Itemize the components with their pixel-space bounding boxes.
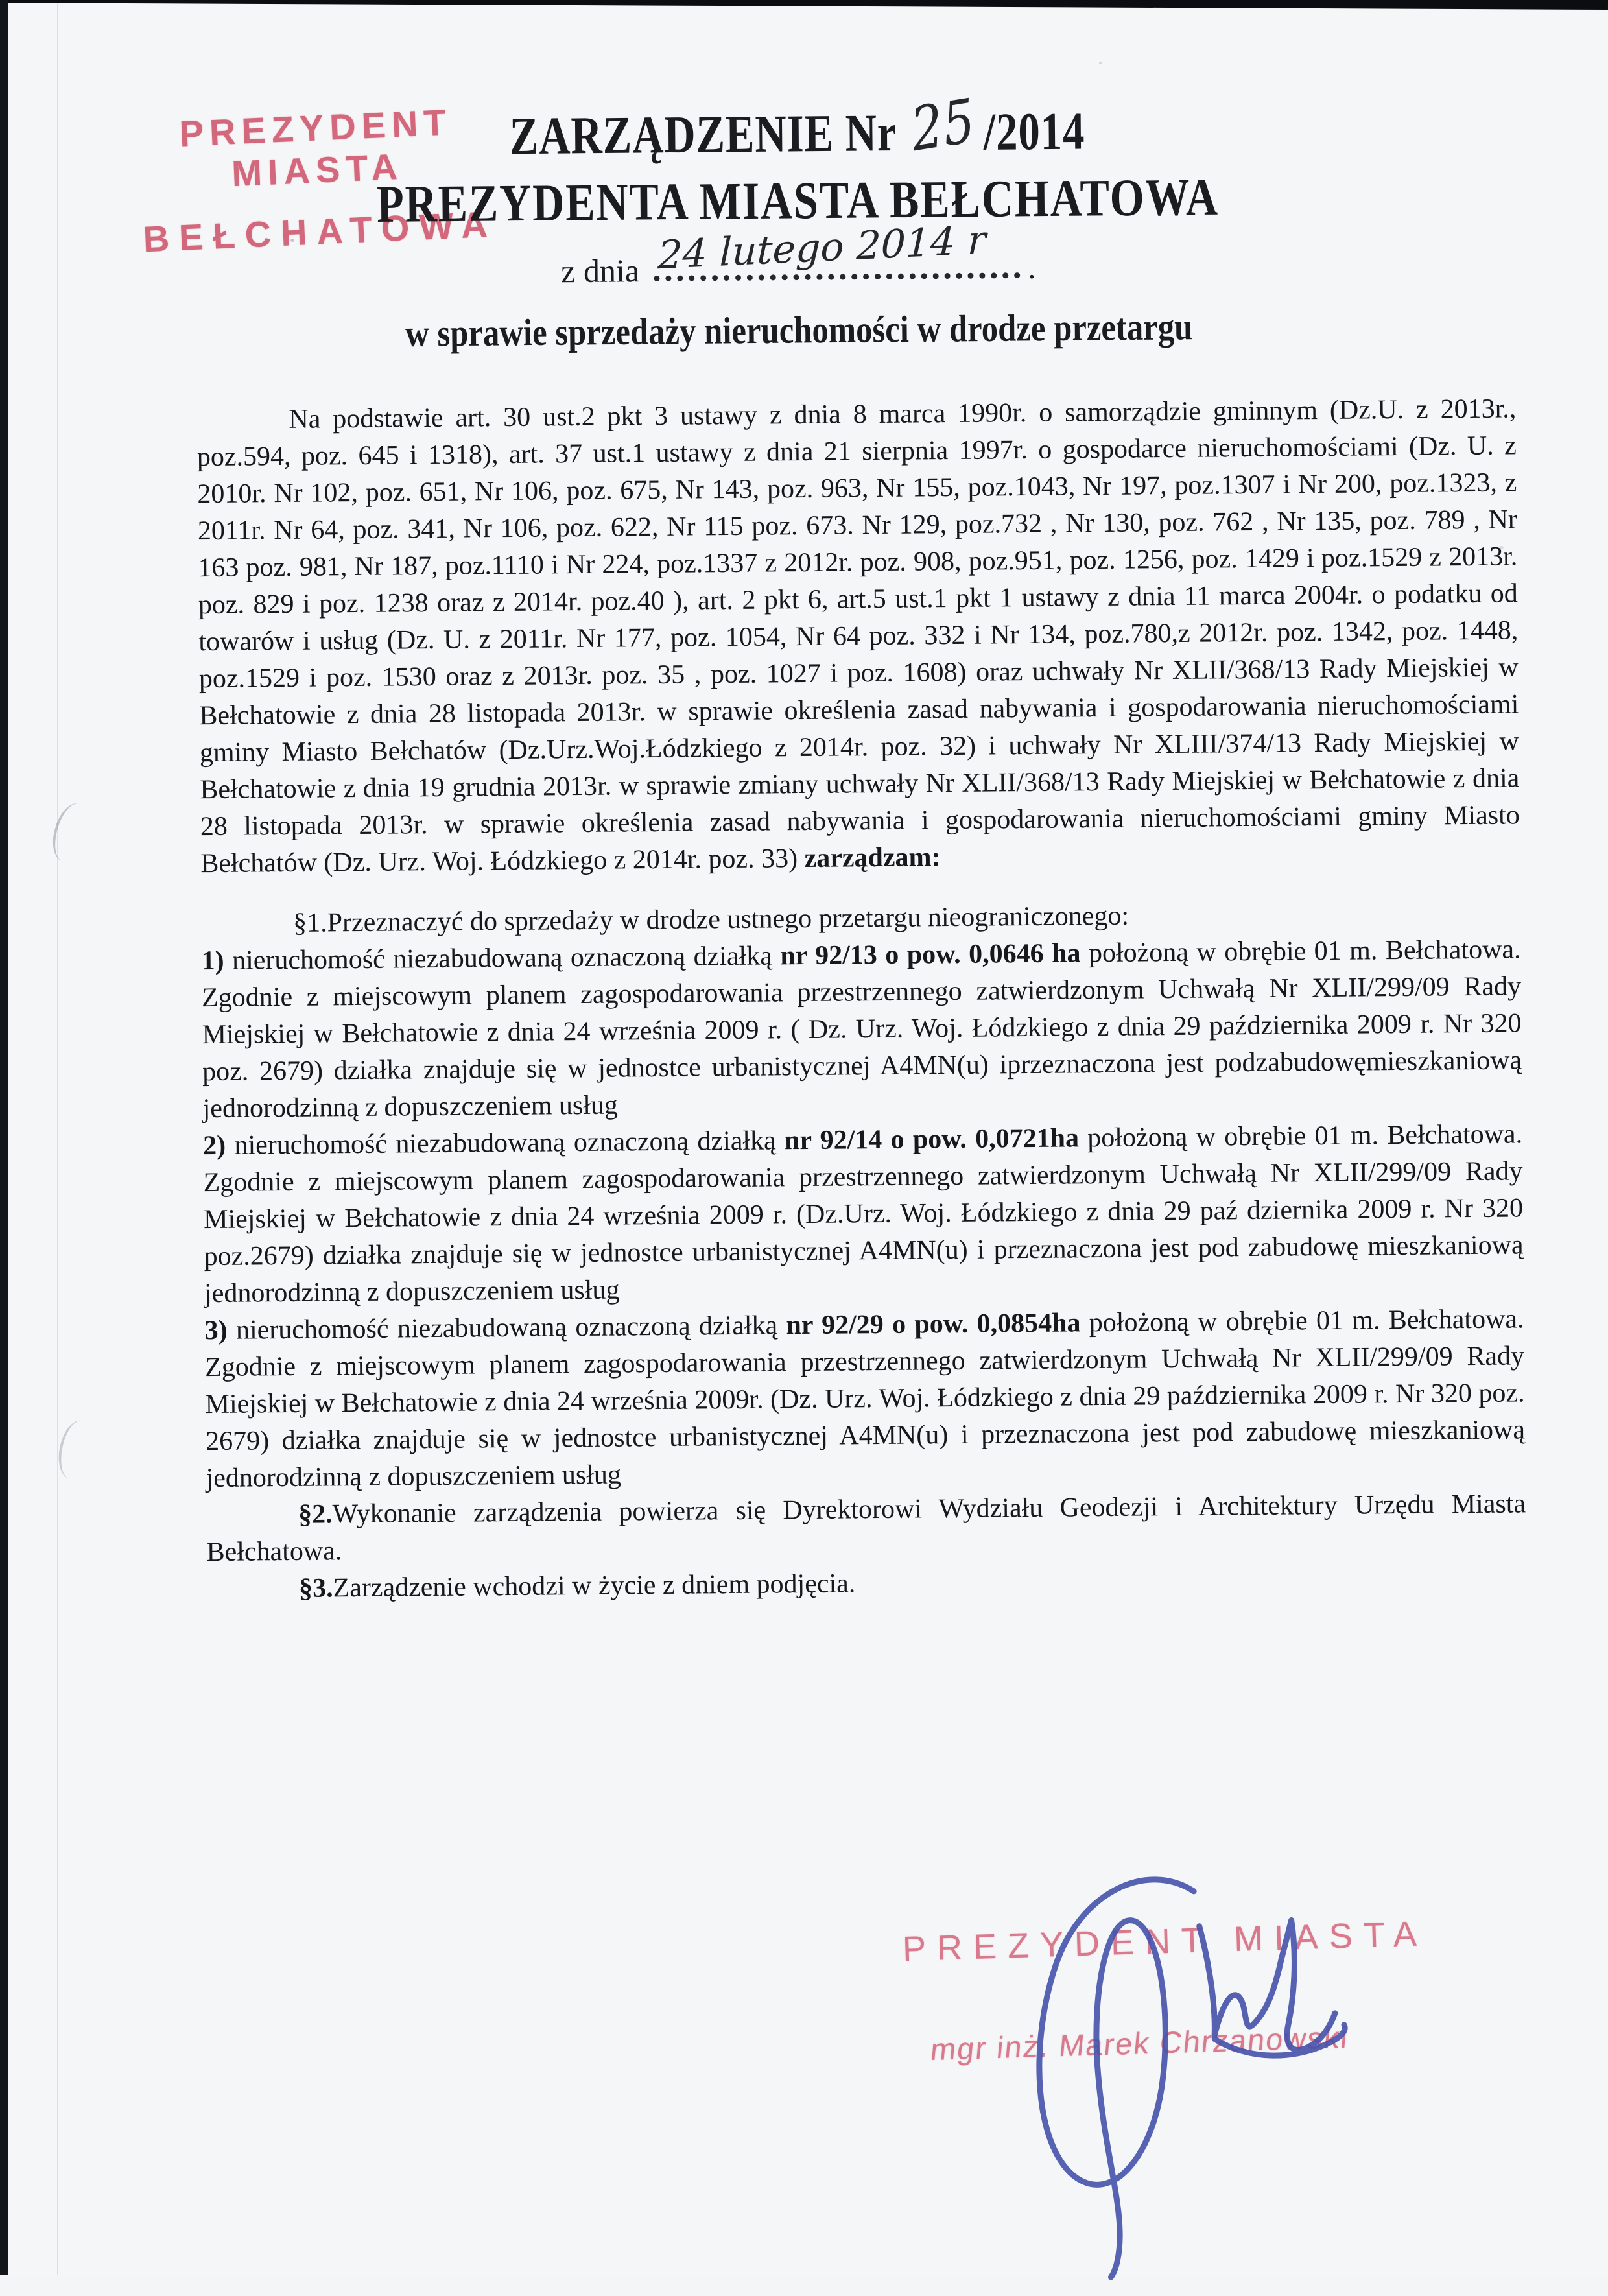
handwritten-ordinance-number: 25 [908, 86, 978, 165]
scanner-edge-left [0, 0, 8, 2275]
list-item-1: 1) nieruchomość niezabudowaną oznaczoną działką nr 92/13 o pow. 0,0646 ha położoną w obrębie 01 m. Bełchatowa. Zgodnie z miejscowym planem zagospodarowania przestrzennego zatwierdzonym Uchwałą Nr XLII/299/09 Rady Miejskiej w Bełchatowie z dnia 24 września 2009 r. ( Dz. Urz. Woj. Łódzkiego z dnia 29 października 2009 r. Nr 320 poz. 2679) działka znajduje się w jednostce urbanistycznej A4MN(u) iprzeznaczona jest podzabudowęmieszkaniową jednorodzinną z dopuszczeniem usług [201, 934, 1522, 1124]
handwritten-date: 24 lutego 2014 r [657, 217, 987, 279]
paragraph-s2: §2.Wykonanie zarządzenia powierza się Dyrektorowi Wydziału Geodezji i Architektury Urzędu Miasta Bełchatowa. [206, 1489, 1526, 1568]
title-suffix: /2014 [983, 102, 1085, 162]
signature-block [838, 1869, 1426, 2289]
date-prefix: z dnia [561, 252, 640, 290]
list-item-2: 2) nieruchomość niezabudowaną oznaczoną działką nr 92/14 o pow. 0,0721ha położoną w obrębie 01 m. Bełchatowa. Zgodnie z miejscowym planem zagospodarowania przestrzennego zatwierdzonym Uchwałą Nr XLII/299/09 Rady Miejskiej w Bełchatowie z dnia 24 września 2009 r. (Dz.Urz. Woj. Łódzkiego z dnia 29 paź dziernika 2009 r. Nr 320 poz.2679) działka znajduje się w jednostce urbanistycznej A4MN(u) i przeznaczona jest pod zabudowę mieszkaniową jednorodzinną z dopuszczeniem usług [202, 1119, 1524, 1309]
dotted-fill-line [654, 217, 1020, 281]
paragraph-s3: §3.Zarządzenie wchodzi w życie z dniem podjęcia. [298, 1568, 856, 1604]
official-stamp-signature-name: mgr inż. Marek Chrzanowski [928, 2019, 1351, 2067]
date-trailer: . [1027, 248, 1036, 285]
list-item-3: 3) nieruchomość niezabudowaną oznaczoną działką nr 92/29 o pow. 0,0854ha położoną w obrębie 01 m. Bełchatowa. Zgodnie z miejscowym planem zagospodarowania przestrzennego zatwierdzonym Uchwałą Nr XLII/299/09 Rady Miejskiej w Bełchatowie z dnia 24 września 2009r. (Dz. Urz. Woj. Łódzkiego z dnia 29 października 2009 r. Nr 320 poz. 2679) działka znajduje się w jednostce urbanistycznej A4MN(u) i przeznaczona jest pod zabudowę mieszkaniową jednorodzinną z dopuszczeniem usług [204, 1304, 1526, 1494]
official-stamp-signature-title: PREZYDENT MIASTA [902, 1914, 1428, 1969]
signature-ink [987, 1850, 1354, 2281]
paragraph-s1: §1.Przeznaczyć do sprzedaży w drodze ustnego przetargu nieograniczonego: [292, 901, 1129, 938]
document-body [196, 390, 1526, 1608]
title-prefix: ZARZĄDZENIE Nr [509, 103, 897, 166]
issuing-authority-line: PREZYDENTA MIASTA BEŁCHATOWA [376, 168, 1220, 234]
stamp-line-2: BEŁCHATOWA [142, 203, 498, 260]
subject-line: w sprawie sprzedaży nieruchomości w drodze przetargu [405, 305, 1193, 355]
stamp-line-1: PREZYDENT MIASTA [178, 101, 453, 195]
document-title [409, 86, 1186, 169]
preamble-paragraph: Na podstawie art. 30 ust.2 pkt 3 ustawy z dnia 8 marca 1990r. o samorządzie gminnym (Dz.U. z 2013r., poz.594, poz. 645 i 1318), art. 37 ust.1 ustawy z dnia 21 sierpnia 1997r. o gospodarce nieruchomościami (Dz. U. z 2010r. Nr 102, poz. 651, Nr 106, poz. 675, Nr 143, poz. 963, Nr 155, poz.1043, Nr 197, poz.1307 i Nr 200, poz.1323, z 2011r. Nr 64, poz. 341, Nr 106, poz. 622, Nr 115 poz. 673. Nr 129, poz.732 , Nr 130, poz. 762 , Nr 135, poz. 789 , Nr 163 poz. 981, Nr 187, poz.1110 i Nr 224, poz.1337 z 2012r. poz. 908, poz.951, poz. 1256, poz. 1429 i poz.1529 z 2013r. poz. 829 i poz. 1238 oraz z 2014r. poz.40 ), art. 2 pkt 6, art.5 ust.1 pkt 1 ustawy z dnia 11 marca 2004r. o podatku od towarów i usług (Dz. U. z 2011r. Nr 177, poz. 1054, Nr 64 poz. 332 i Nr 134, poz.780,z 2012r. poz. 1342, poz. 1448, poz.1529 i poz. 1530 oraz z 2013r. poz. 35 , poz. 1027 i poz. 1608) oraz uchwały Nr XLII/368/13 Rady Miejskiej w Bełchatowie z dnia 28 listopada 2013r. w sprawie określenia zasad nabywania i gospodarowania nieruchomościami gminy Miasto Bełchatów (Dz.Urz.Woj.Łódzkiego z 2014r. poz. 32) i uchwały Nr XLIII/374/13 Rady Miejskiej w Bełchatowie z dnia 19 grudnia 2013r. w sprawie zmiany uchwały Nr XLII/368/13 Rady Miejskiej w Bełchatowie z dnia 28 listopada 2013r. w sprawie określenia zasad nabywania i gospodarowania nieruchomościami gminy Miasto Bełchatów (Dz. Urz. Woj. Łódzkiego z 2014r. poz. 33) zarządzam: [196, 394, 1520, 879]
